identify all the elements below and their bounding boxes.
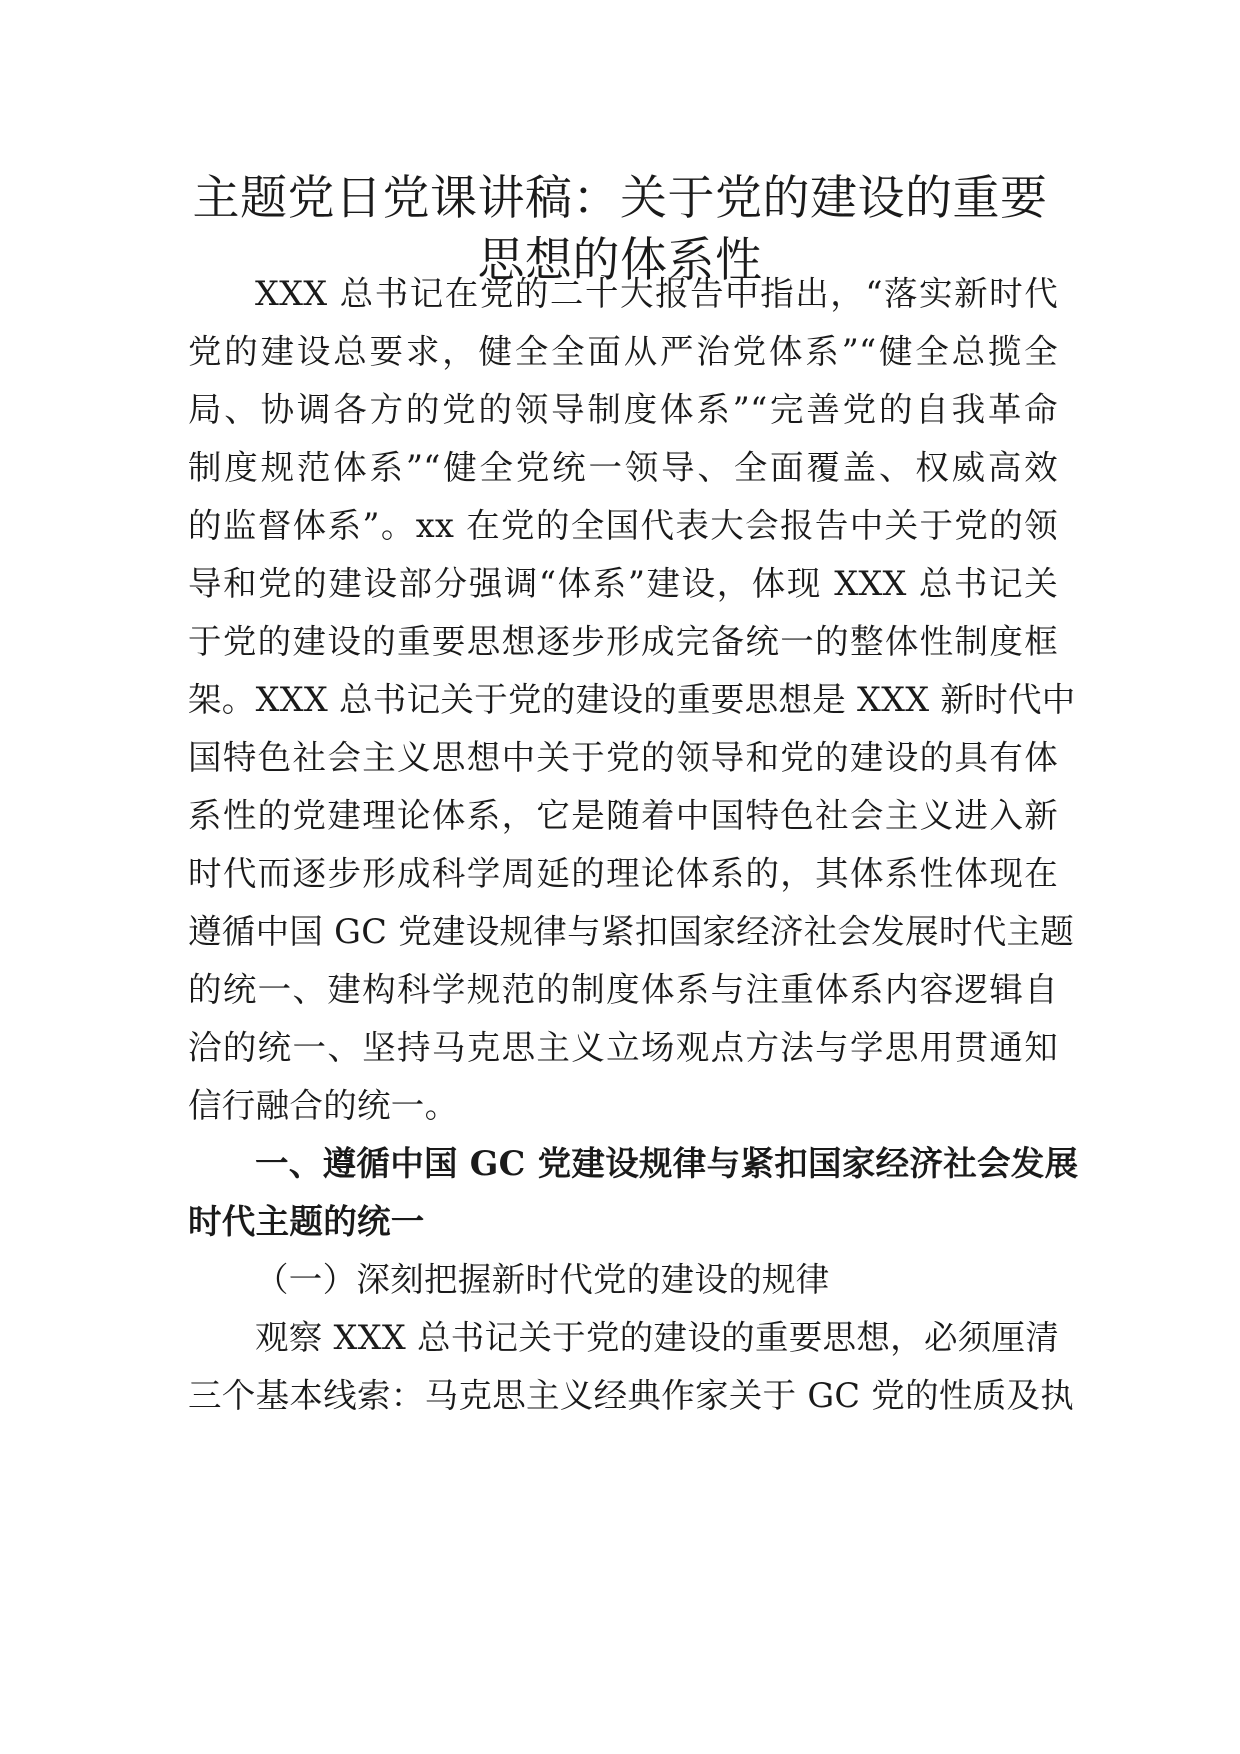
- section-heading-1-line: 一、遵循中国 GC 党建设规律与紧扣国家经济社会发展: [255, 1144, 1079, 1183]
- document-title-line-2: 思想的体系性: [477, 233, 763, 288]
- paragraph-1-line: 信行融合的统一。: [188, 1086, 459, 1125]
- paragraph-1-line: 党的建设总要求，健全全面从严治党体系”“健全总揽全: [188, 332, 1058, 371]
- section-heading-1-line: 时代主题的统一: [188, 1202, 425, 1241]
- paragraph-1-line: 于党的建设的重要思想逐步形成完备统一的整体性制度框: [188, 622, 1058, 661]
- paragraph-2-line: 观察 XXX 总书记关于党的建设的重要思想，必须厘清: [255, 1318, 1060, 1357]
- paragraph-2-line: 三个基本线索：马克思主义经典作家关于 GC 党的性质及执: [188, 1376, 1075, 1415]
- paragraph-1-line: 的统一、建构科学规范的制度体系与注重体系内容逻辑自: [188, 970, 1058, 1009]
- paragraph-1-line: XXX 总书记在党的二十大报告中指出，“落实新时代: [255, 274, 1058, 313]
- paragraph-1-line: 架。XXX 总书记关于党的建设的重要思想是 XXX 新时代中: [188, 680, 1076, 719]
- paragraph-1-line: 导和党的建设部分强调“体系”建设，体现 XXX 总书记关: [188, 564, 1058, 603]
- paragraph-1-line: 制度规范体系”“健全党统一领导、全面覆盖、权威高效: [188, 448, 1058, 487]
- paragraph-1-line: 时代而逐步形成科学周延的理论体系的，其体系性体现在: [188, 854, 1058, 893]
- paragraph-1-line: 局、协调各方的党的领导制度体系”“完善党的自我革命: [188, 390, 1058, 429]
- subsection-heading: （一）深刻把握新时代党的建设的规律: [255, 1260, 830, 1299]
- paragraph-1-line: 国特色社会主义思想中关于党的领导和党的建设的具有体: [188, 738, 1058, 777]
- paragraph-1-line: 系性的党建理论体系，它是随着中国特色社会主义进入新: [188, 796, 1058, 835]
- paragraph-1-line: 洽的统一、坚持马克思主义立场观点方法与学思用贯通知: [188, 1028, 1058, 1067]
- paragraph-1-line: 的监督体系”。xx 在党的全国代表大会报告中关于党的领: [188, 506, 1058, 545]
- paragraph-1-line: 遵循中国 GC 党建设规律与紧扣国家经济社会发展时代主题: [188, 912, 1075, 951]
- document-title-line-1: 主题党日党课讲稿：关于党的建设的重要: [192, 171, 1048, 226]
